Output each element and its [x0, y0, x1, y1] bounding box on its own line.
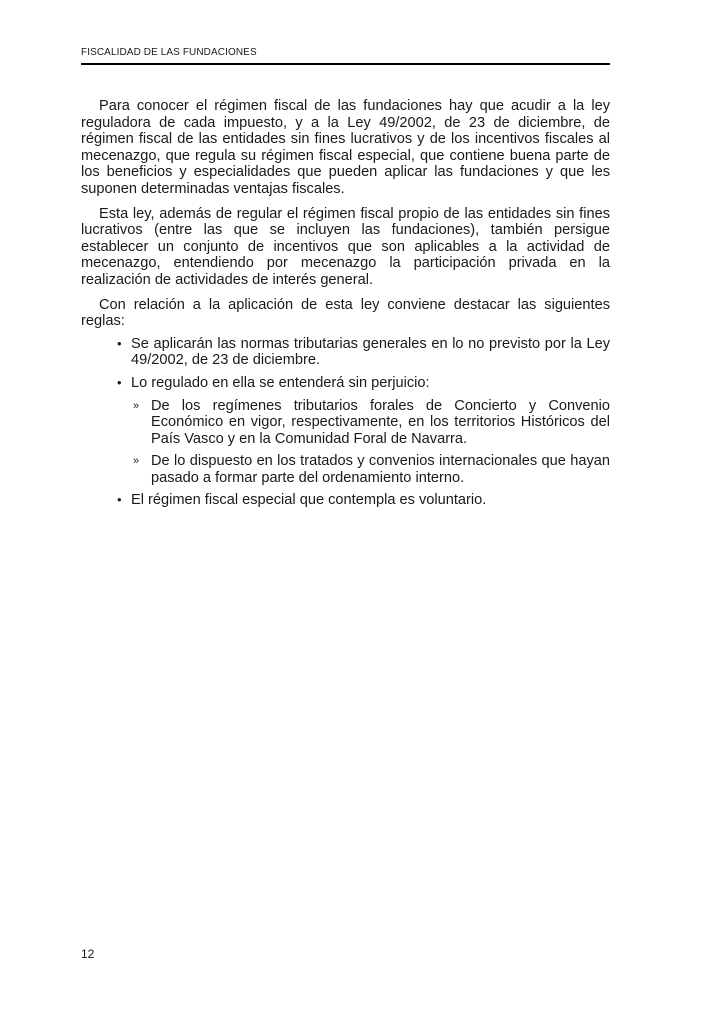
bullet-icon: •	[117, 335, 122, 351]
sub-list-item	[133, 453, 610, 486]
guillemet-icon: »	[133, 399, 140, 412]
list-item-text: Se aplicarán las normas tributarias generales en lo no previsto por la Ley 49/2002, de 23 de diciembre.	[131, 335, 610, 369]
sub-list-item-text: De lo dispuesto en los tratados y convenios internacionales que hayan pasado a formar parte del ordenamiento interno.	[151, 453, 610, 486]
header-rule	[81, 63, 610, 65]
list-item	[115, 336, 610, 369]
paragraph: Para conocer el régimen fiscal de las fundaciones hay que acudir a la ley reguladora de cada impuesto, y a la Ley 49/2002, de 23 de diciembre, de régimen fiscal de las entidades sin fines lucrativos y de los incentivos fiscales al mecenazgo, que regula su régimen fiscal especial, que contiene buena parte de los beneficios y especialidades que pueden aplicar las fundaciones y que les suponen determinadas ventajas fiscales.	[81, 98, 610, 197]
running-title: FISCALIDAD DE LAS FUNDACIONES	[81, 47, 257, 58]
list-item	[115, 492, 610, 509]
page-number: 12	[81, 947, 95, 961]
paragraph: Con relación a la aplicación de esta ley conviene destacar las siguientes reglas:	[81, 296, 610, 330]
list-item	[115, 375, 610, 487]
bullet-icon: •	[117, 374, 122, 390]
guillemet-icon: »	[133, 455, 140, 468]
sub-list	[131, 398, 610, 487]
rules-list	[81, 336, 610, 509]
list-item-text: Lo regulado en ella se entenderá sin perjuicio:	[131, 374, 430, 391]
paragraph: Esta ley, además de regular el régimen fiscal propio de las entidades sin fines lucrativos (entre las que se incluyen las fundaciones), también persigue establecer un conjunto de incentivos que son aplicables a la actividad de mecenazgo, entendiendo por mecenazgo la participación privada en la realización de actividades de interés general.	[81, 205, 610, 288]
running-header	[81, 47, 610, 65]
list-item-text: El régimen fiscal especial que contempla es voluntario.	[131, 492, 487, 509]
bullet-icon: •	[117, 492, 122, 508]
page-body	[81, 98, 610, 515]
sub-list-item	[133, 398, 610, 448]
sub-list-item-text: De los regímenes tributarios forales de Concierto y Convenio Económico en vigor, respectivamente, en los territorios Históricos del País Vasco y en la Comunidad Foral de Navarra.	[151, 397, 610, 447]
